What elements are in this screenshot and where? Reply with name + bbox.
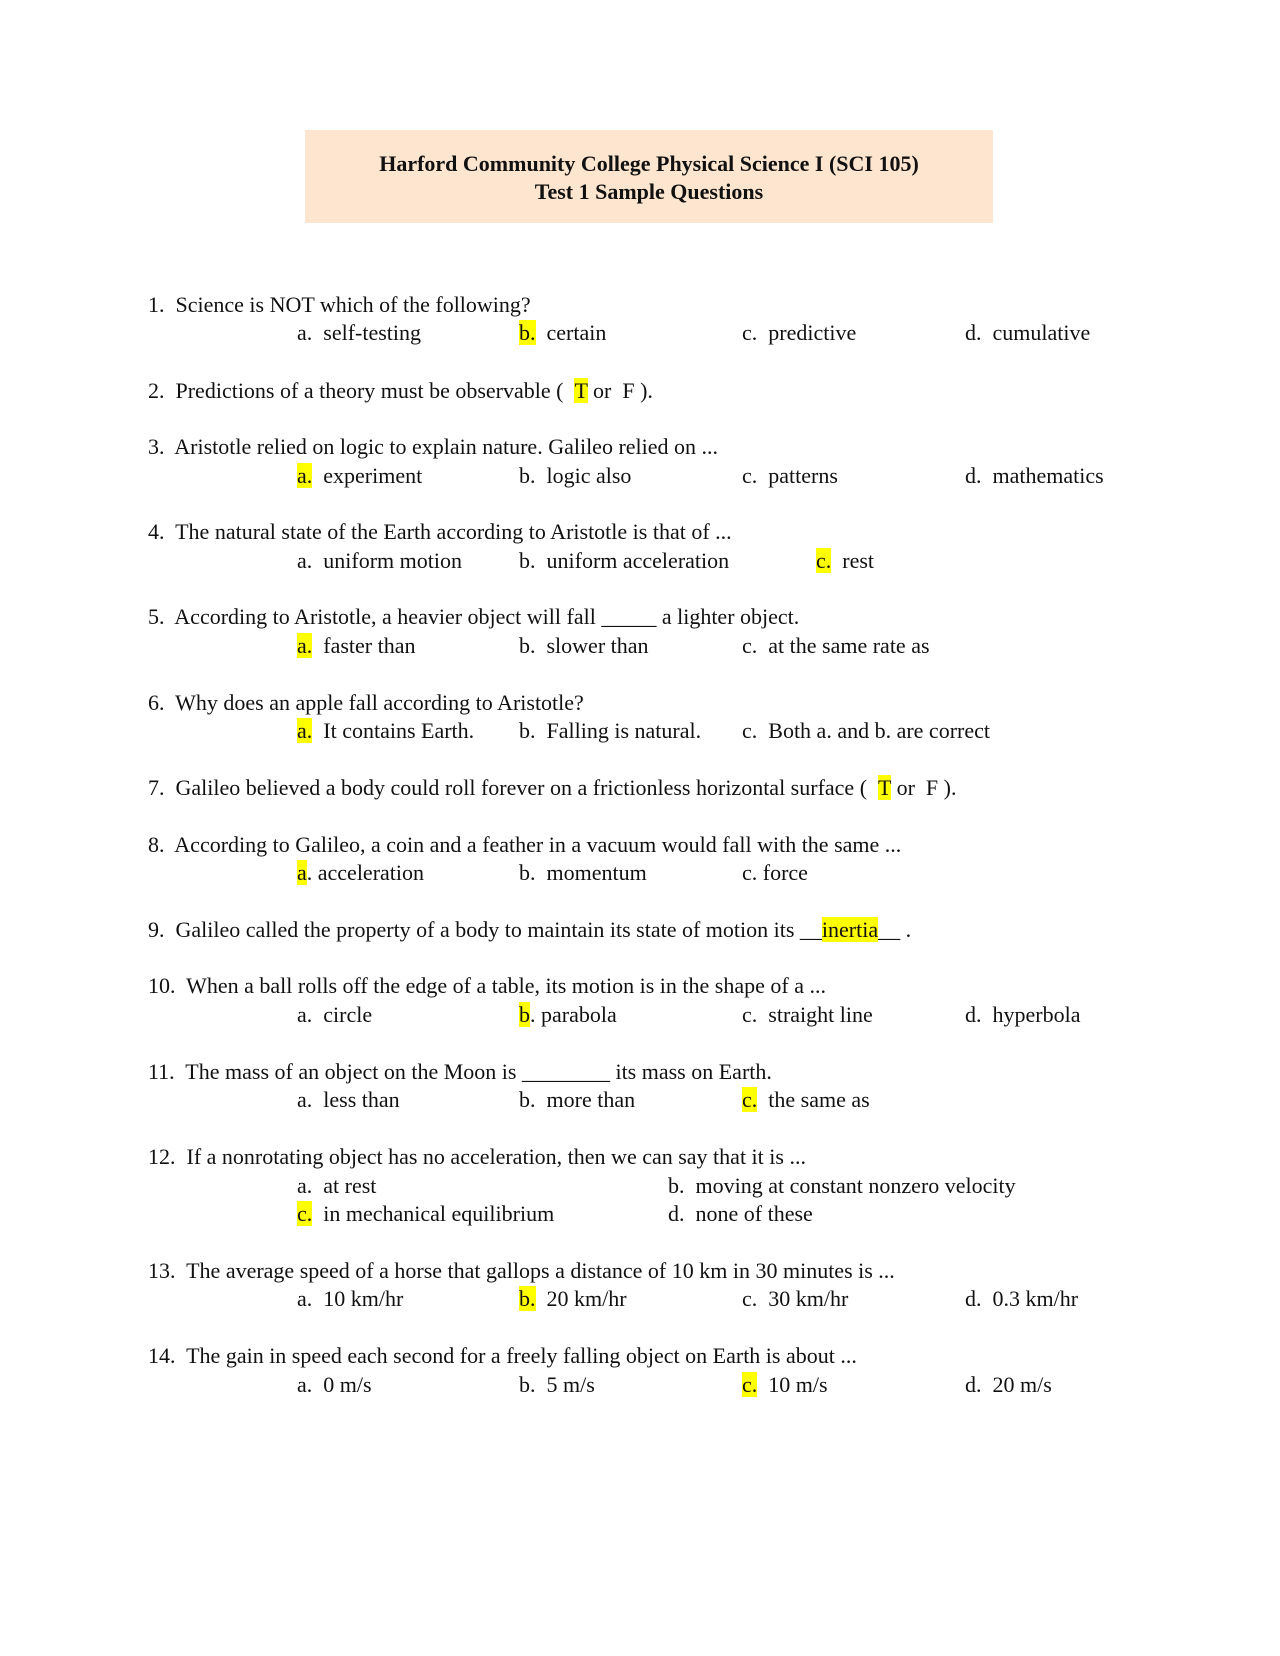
question-text: The gain in speed each second for a freely falling object on Earth is about ... bbox=[186, 1343, 857, 1368]
question-text: Aristotle relied on logic to explain nature. Galileo relied on ... bbox=[174, 434, 719, 459]
question-8 bbox=[148, 831, 901, 859]
question-14 bbox=[148, 1342, 857, 1370]
option-d[interactable]: d. hyperbola bbox=[965, 1002, 1081, 1027]
question-1 bbox=[148, 291, 531, 319]
false-option[interactable]: F bbox=[622, 378, 635, 403]
option-b[interactable]: b. Falling is natural. bbox=[519, 718, 702, 743]
option-d[interactable]: d. cumulative bbox=[965, 320, 1091, 345]
option-c[interactable]: c. straight line bbox=[742, 1002, 873, 1027]
question-number: 11. bbox=[148, 1059, 175, 1084]
option-a-correct[interactable]: a. faster than bbox=[297, 633, 416, 658]
option-b[interactable]: b. uniform acceleration bbox=[519, 548, 730, 573]
question-text: Galileo believed a body could roll forever on a frictionless horizontal surface ( bbox=[175, 775, 873, 800]
option-c[interactable]: c. Both a. and b. are correct bbox=[742, 718, 990, 743]
question-number: 6. bbox=[148, 690, 165, 715]
question-text: The mass of an object on the Moon is ________ its mass on Earth. bbox=[185, 1059, 772, 1084]
option-a[interactable]: a. uniform motion bbox=[297, 548, 462, 573]
question-10 bbox=[148, 972, 826, 1000]
question-text: When a ball rolls off the edge of a table, its motion is in the shape of a ... bbox=[186, 973, 826, 998]
question-4 bbox=[148, 518, 732, 546]
question-text: The natural state of the Earth according to Aristotle is that of ... bbox=[175, 519, 732, 544]
option-b-correct[interactable]: b. parabola bbox=[519, 1002, 617, 1027]
answer-highlight: b. bbox=[519, 320, 536, 345]
option-a-correct[interactable]: a. It contains Earth. bbox=[297, 718, 475, 743]
option-d[interactable]: d. 20 m/s bbox=[965, 1372, 1052, 1397]
question-9: 9. Galileo called the property of a body to maintain its state of motion its __inertia__ . bbox=[148, 917, 912, 942]
option-c-correct[interactable]: c. the same as bbox=[742, 1087, 870, 1112]
false-option[interactable]: F bbox=[925, 775, 939, 800]
document-title: Harford Community College Physical Science I (SCI 105) bbox=[379, 151, 919, 176]
question-5 bbox=[148, 603, 799, 631]
true-option-highlighted[interactable]: T bbox=[878, 775, 892, 800]
question-number: 5. bbox=[148, 604, 165, 629]
question-text: Why does an apple fall according to Aristotle? bbox=[175, 690, 584, 715]
true-option-highlighted[interactable]: T bbox=[574, 378, 588, 403]
question-3 bbox=[148, 433, 718, 461]
option-b[interactable]: b. logic also bbox=[519, 463, 632, 488]
question-number: 3. bbox=[148, 434, 165, 459]
option-a[interactable]: a. 0 m/s bbox=[297, 1372, 372, 1397]
question-text: Predictions of a theory must be observable ( bbox=[175, 378, 569, 403]
option-c[interactable]: c. at the same rate as bbox=[742, 633, 930, 658]
option-a[interactable]: a. self-testing bbox=[297, 320, 422, 345]
option-a-correct[interactable]: a. experiment bbox=[297, 463, 423, 488]
question-6 bbox=[148, 689, 584, 717]
question-number: 12. bbox=[148, 1144, 176, 1169]
question-number: 9. bbox=[148, 917, 165, 942]
option-c[interactable]: c. force bbox=[742, 860, 808, 885]
option-c[interactable]: c. 30 km/hr bbox=[742, 1286, 849, 1311]
option-d[interactable]: d. 0.3 km/hr bbox=[965, 1286, 1079, 1311]
question-number: 14. bbox=[148, 1343, 176, 1368]
question-number: 2. bbox=[148, 378, 165, 403]
title-box bbox=[305, 130, 993, 223]
option-a[interactable]: a. 10 km/hr bbox=[297, 1286, 404, 1311]
option-b-correct[interactable]: b. certain bbox=[519, 320, 607, 345]
option-b[interactable]: b. 5 m/s bbox=[519, 1372, 595, 1397]
question-number: 4. bbox=[148, 519, 165, 544]
question-text: The average speed of a horse that gallops a distance of 10 km in 30 minutes is ... bbox=[186, 1258, 895, 1283]
question-13 bbox=[148, 1257, 895, 1285]
option-d[interactable]: d. mathematics bbox=[965, 463, 1104, 488]
question-7: 7. Galileo believed a body could roll forever on a frictionless horizontal surface ( T or F ). bbox=[148, 775, 957, 800]
option-a-correct[interactable]: a. acceleration bbox=[297, 860, 425, 885]
option-a[interactable]: a. at rest bbox=[297, 1173, 377, 1198]
option-c[interactable]: c. patterns bbox=[742, 463, 838, 488]
option-b[interactable]: b. momentum bbox=[519, 860, 647, 885]
question-text: According to Galileo, a coin and a feather in a vacuum would fall with the same ... bbox=[174, 832, 902, 857]
question-number: 10. bbox=[148, 973, 176, 998]
question-2: 2. Predictions of a theory must be observable ( T or F ). bbox=[148, 378, 653, 403]
question-12 bbox=[148, 1143, 806, 1171]
question-number: 7. bbox=[148, 775, 165, 800]
option-a[interactable]: a. circle bbox=[297, 1002, 373, 1027]
question-text: Science is NOT which of the following? bbox=[175, 292, 531, 317]
question-number: 13. bbox=[148, 1258, 176, 1283]
question-text: If a nonrotating object has no acceleration, then we can say that it is ... bbox=[186, 1144, 806, 1169]
question-text: Galileo called the property of a body to maintain its state of motion its __ bbox=[175, 917, 822, 942]
option-c-correct[interactable]: c. rest bbox=[816, 548, 875, 573]
question-text: According to Aristotle, a heavier object will fall _____ a lighter object. bbox=[174, 604, 800, 629]
document-subtitle: Test 1 Sample Questions bbox=[534, 179, 764, 204]
option-b[interactable]: b. more than bbox=[519, 1087, 636, 1112]
option-a[interactable]: a. less than bbox=[297, 1087, 400, 1112]
option-c-correct[interactable]: c. in mechanical equilibrium bbox=[297, 1201, 555, 1226]
question-number: 8. bbox=[148, 832, 165, 857]
option-c-correct[interactable]: c. 10 m/s bbox=[742, 1372, 828, 1397]
option-b[interactable]: b. moving at constant nonzero velocity bbox=[668, 1173, 1016, 1198]
option-c[interactable]: c. predictive bbox=[742, 320, 857, 345]
question-number: 1. bbox=[148, 292, 165, 317]
question-11 bbox=[148, 1058, 772, 1086]
fill-in-answer[interactable]: inertia bbox=[821, 917, 879, 942]
option-d[interactable]: d. none of these bbox=[668, 1201, 813, 1226]
option-b-correct[interactable]: b. 20 km/hr bbox=[519, 1286, 627, 1311]
option-b[interactable]: b. slower than bbox=[519, 633, 649, 658]
